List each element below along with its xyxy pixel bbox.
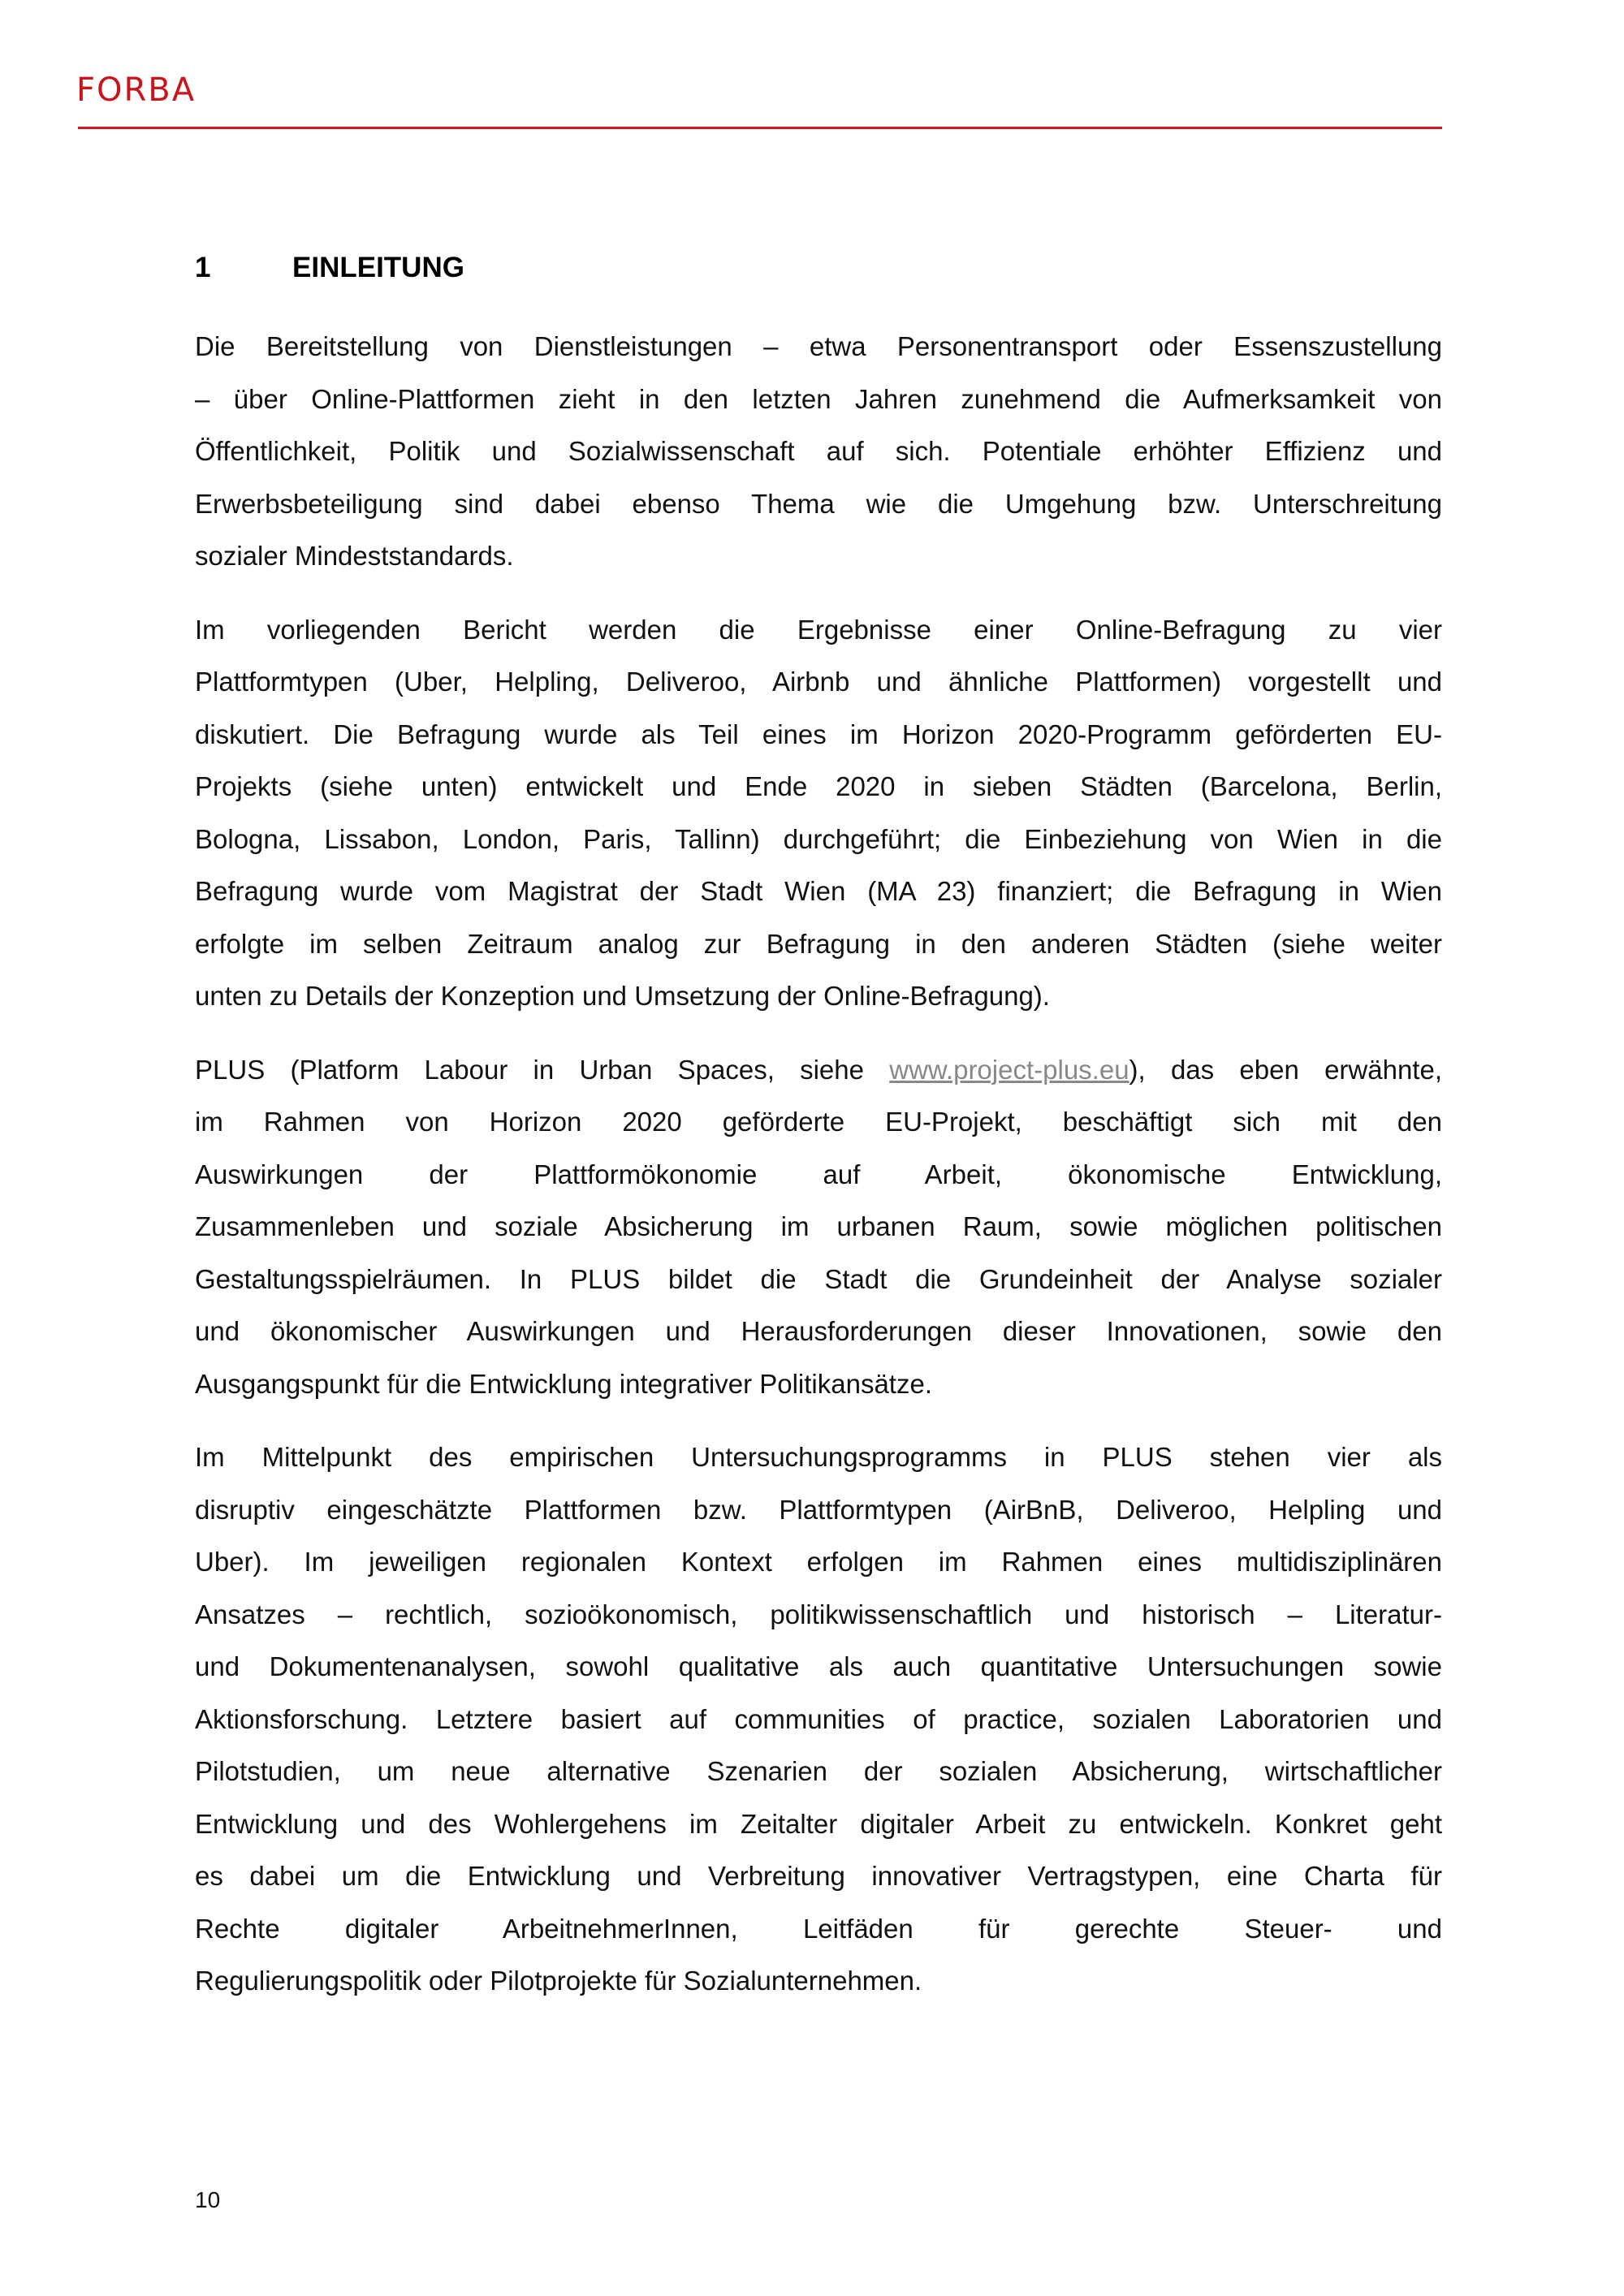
paragraph-line: Auswirkungen der Plattformökonomie auf Arbeit, ökonomische Entwicklung,: [195, 1159, 1442, 1189]
paragraph-line: im Rahmen von Horizon 2020 geförderte EU-Projekt, beschäftigt sich mit den: [195, 1107, 1442, 1137]
paragraph-line: Im vorliegenden Bericht werden die Ergebnisse einer Online-Befragung zu vier: [195, 614, 1442, 645]
forba-logo: FORBA: [76, 71, 197, 109]
text-segment: PLUS (Platform Labour in Urban Spaces, siehe: [195, 1054, 890, 1085]
paragraph-4: [195, 1431, 1442, 2008]
paragraph-line: es dabei um die Entwicklung und Verbreitung innovativer Vertragstypen, eine Charta für: [195, 1861, 1442, 1891]
paragraph-line: Gestaltungsspielräumen. In PLUS bildet die Stadt die Grundeinheit der Analyse sozialer: [195, 1263, 1442, 1294]
section-title: EINLEITUNG: [292, 252, 464, 283]
paragraph-line: – über Online-Plattformen zieht in den letzten Jahren zunehmend die Aufmerksamkeit von: [195, 383, 1442, 414]
paragraph-3: [195, 1044, 1442, 1411]
paragraph-line: Rechte digitaler ArbeitnehmerInnen, Leitfäden für gerechte Steuer- und: [195, 1913, 1442, 1944]
paragraph-line: Plattformtypen (Uber, Helpling, Deliveroo, Airbnb und ähnliche Plattformen) vorgestellt und: [195, 667, 1442, 697]
paragraph-line: Ausgangspunkt für die Entwicklung integrativer Politikansätze.: [195, 1368, 932, 1399]
paragraph-line: diskutiert. Die Befragung wurde als Teil eines im Horizon 2020-Programm geförderten EU-: [195, 719, 1442, 749]
body-text: [195, 321, 1442, 2029]
paragraph-1: [195, 321, 1442, 583]
paragraph-line: Uber). Im jeweiligen regionalen Kontext erfolgen im Rahmen eines multidisziplinären: [195, 1547, 1442, 1577]
header-divider: [78, 127, 1442, 129]
paragraph-line: Öffentlichkeit, Politik und Sozialwissenschaft auf sich. Potentiale erhöhter Effizienz und: [195, 436, 1442, 466]
paragraph-line: Aktionsforschung. Letztere basiert auf communities of practice, sozialen Laboratorien und: [195, 1703, 1442, 1734]
section-number: 1: [195, 252, 211, 283]
paragraph-line: und ökonomischer Auswirkungen und Herausforderungen dieser Innovationen, sowie den: [195, 1316, 1442, 1346]
text-segment: ), das eben erwähnte,: [1129, 1054, 1442, 1085]
paragraph-line: Die Bereitstellung von Dienstleistungen – etwa Personentransport oder Essenszustellung: [195, 331, 1442, 361]
section-heading: [195, 252, 464, 284]
paragraph-line: Im Mittelpunkt des empirischen Untersuchungsprogramms in PLUS stehen vier als: [195, 1442, 1442, 1472]
paragraph-line: Entwicklung und des Wohlergehens im Zeitalter digitaler Arbeit zu entwickeln. Konkret geht: [195, 1808, 1442, 1839]
paragraph-line: Ansatzes – rechtlich, sozioökonomisch, politikwissenschaftlich und historisch – Literatur-: [195, 1599, 1442, 1629]
paragraph-line: Befragung wurde vom Magistrat der Stadt Wien (MA 23) finanziert; die Befragung in Wien: [195, 876, 1442, 906]
paragraph-line: und Dokumentenanalysen, sowohl qualitative als auch quantitative Untersuchungen sowie: [195, 1651, 1442, 1681]
paragraph-line: sozialer Mindeststandards.: [195, 541, 514, 571]
project-plus-link[interactable]: www.project-plus.eu: [889, 1054, 1129, 1085]
paragraph-line: Erwerbsbeteiligung sind dabei ebenso Thema wie die Umgehung bzw. Unterschreitung: [195, 488, 1442, 519]
paragraph-line: Regulierungspolitik oder Pilotprojekte für Sozialunternehmen.: [195, 1966, 922, 1996]
paragraph-line: disruptiv eingeschätzte Plattformen bzw. Plattformtypen (AirBnB, Deliveroo, Helpling und: [195, 1494, 1442, 1525]
page-number: 10: [195, 2187, 221, 2212]
paragraph-3-rest: [195, 1096, 1442, 1410]
paragraph-line: [195, 1044, 1442, 1097]
paragraph-line: Projekts (siehe unten) entwickelt und Ende 2020 in sieben Städten (Barcelona, Berlin,: [195, 771, 1442, 801]
paragraph-line: Pilotstudien, um neue alternative Szenarien der sozialen Absicherung, wirtschaftlicher: [195, 1756, 1442, 1786]
paragraph-line: Bologna, Lissabon, London, Paris, Tallinn) durchgeführt; die Einbeziehung von Wien in die: [195, 823, 1442, 854]
paragraph-line: erfolgte im selben Zeitraum analog zur Befragung in den anderen Städten (siehe weiter: [195, 928, 1442, 959]
paragraph-line: unten zu Details der Konzeption und Umsetzung der Online-Befragung).: [195, 981, 1050, 1011]
paragraph-line: Zusammenleben und soziale Absicherung im urbanen Raum, sowie möglichen politischen: [195, 1211, 1442, 1241]
paragraph-2: [195, 604, 1442, 1023]
